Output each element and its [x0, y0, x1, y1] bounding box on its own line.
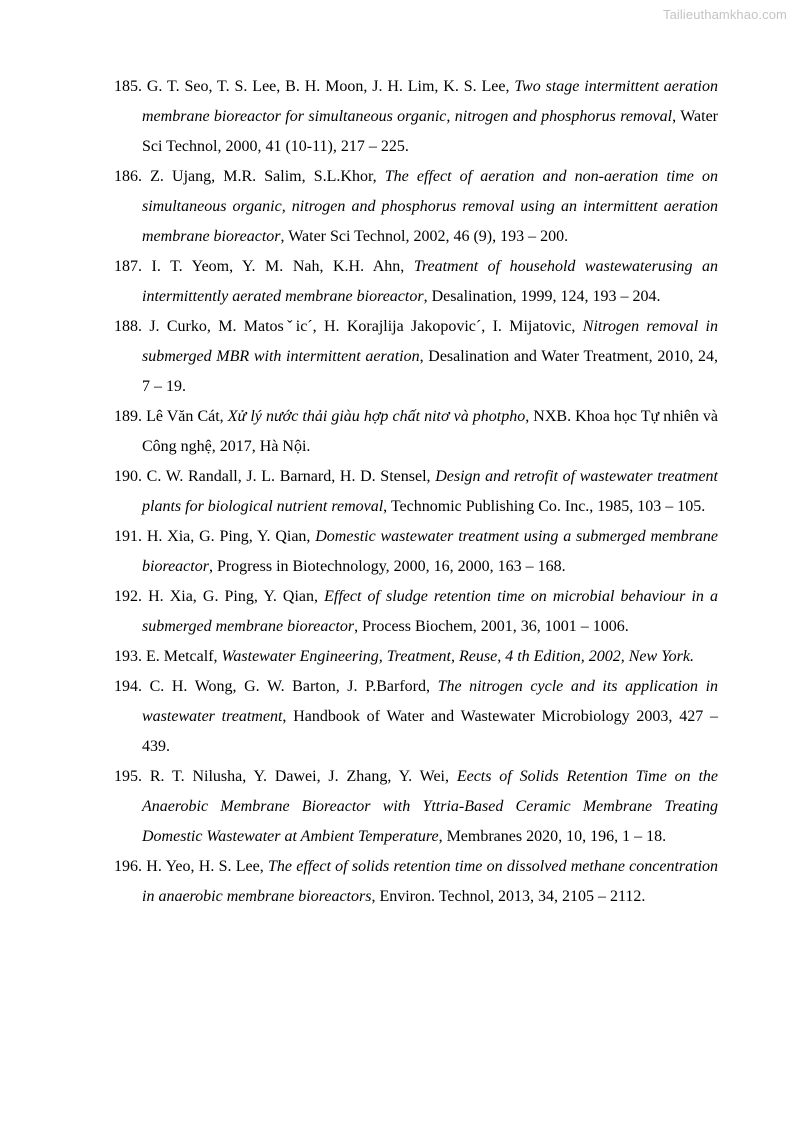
reference-item	[114, 312, 718, 402]
reference-item	[114, 852, 718, 912]
reference-number: 191.	[114, 528, 142, 545]
reference-source: , Environ. Technol, 2013, 34, 2105 – 2112.	[371, 888, 646, 905]
reference-authors: C. W. Randall, J. L. Barnard, H. D. Stensel,	[146, 468, 431, 485]
reference-item	[114, 462, 718, 522]
reference-source: , Technomic Publishing Co. Inc., 1985, 103 – 105.	[383, 498, 706, 515]
reference-authors: Lê Văn Cát,	[146, 408, 224, 425]
reference-source: , Desalination, 1999, 124, 193 – 204.	[423, 288, 661, 305]
reference-source: , Desalination and Water Treatment, 2010, 24, 7 – 19.	[142, 348, 718, 395]
watermark-text: Tailieuthamkhao.com	[662, 7, 787, 22]
reference-number: 194.	[114, 678, 142, 695]
reference-source: , Water Sci Technol, 2002, 46 (9), 193 – 200.	[280, 228, 569, 245]
reference-authors: H. Xia, G. Ping, Y. Qian,	[146, 528, 311, 545]
reference-source: , Water Sci Technol, 2000, 41 (10-11), 217 – 225.	[142, 108, 718, 155]
reference-authors: C. H. Wong, G. W. Barton, J. P.Barford,	[149, 678, 430, 695]
reference-source: , Handbook of Water and Wastewater Microbiology 2003, 427 – 439.	[142, 708, 718, 755]
reference-title: Wastewater Engineering, Treatment, Reuse	[221, 648, 498, 665]
reference-item	[114, 162, 718, 252]
reference-source: , Membranes 2020, 10, 196, 1 – 18.	[438, 828, 667, 845]
reference-number: 188.	[114, 318, 142, 335]
reference-title: Design and retrofit of wastewater treatment plants for biological nutrient removal	[142, 468, 718, 515]
reference-source: , Process Biochem, 2001, 36, 1001 – 1006.	[354, 618, 629, 635]
reference-authors: E. Metcalf,	[146, 648, 218, 665]
reference-item	[114, 522, 718, 582]
reference-title: Nitrogen removal in submerged MBR with intermittent aeration	[142, 318, 718, 365]
reference-title: Xử lý nước thải giàu hợp chất nitơ và photpho	[227, 408, 526, 425]
reference-item	[114, 672, 718, 762]
reference-authors: H. Yeo, H. S. Lee,	[146, 858, 264, 875]
reference-number: 189.	[114, 408, 142, 425]
reference-authors: I. T. Yeom, Y. M. Nah, K.H. Ahn,	[151, 258, 405, 275]
reference-authors: G. T. Seo, T. S. Lee, B. H. Moon, J. H. Lim, K. S. Lee,	[146, 78, 510, 95]
reference-title: Domestic wastewater treatment using a submerged membrane bioreactor	[142, 528, 718, 575]
reference-authors: Z. Ujang, M.R. Salim, S.L.Khor,	[150, 168, 385, 185]
reference-source: , 4 th Edition, 2002, New York.	[497, 648, 694, 665]
reference-title: The effect of aeration and non-aeration time on simultaneous organic, nitrogen and phosphorus removal using an intermittent aeration membrane bioreactor	[142, 168, 718, 245]
reference-item	[114, 252, 718, 312]
reference-authors: H. Xia, G. Ping, Y. Qian,	[148, 588, 319, 605]
reference-number: 195.	[114, 768, 142, 785]
reference-number: 190.	[114, 468, 142, 485]
reference-number: 196.	[114, 858, 142, 875]
reference-item	[114, 642, 718, 672]
reference-title: The effect of solids retention time on dissolved methane concentration in anaerobic membrane bioreactors	[142, 858, 719, 905]
reference-number: 193.	[114, 648, 142, 665]
reference-item	[114, 762, 718, 852]
reference-list	[114, 72, 718, 912]
reference-authors: R. T. Nilusha, Y. Dawei, J. Zhang, Y. Wei,	[149, 768, 449, 785]
reference-number: 186.	[114, 168, 142, 185]
reference-source: , NXB. Khoa học Tự nhiên và Công nghệ, 2017, Hà Nội.	[142, 408, 719, 455]
reference-title: Two stage intermittent aeration membrane bioreactor for simultaneous organic, nitrogen and phosphorus removal	[142, 78, 718, 125]
reference-authors: J. Curko, M. Matosˇic´, H. Korajlija Jakopovic´, I. Mijatovic,	[149, 318, 576, 335]
reference-number: 192.	[114, 588, 142, 605]
reference-title: Treatment of household wastewaterusing an intermittently aerated membrane bioreactor	[142, 258, 719, 305]
reference-item	[114, 72, 718, 162]
reference-number: 185.	[114, 78, 142, 95]
reference-item	[114, 402, 718, 462]
reference-number: 187.	[114, 258, 142, 275]
reference-title: Effect of sludge retention time on microbial behaviour in a submerged membrane bioreactor	[142, 588, 718, 635]
reference-title: The nitrogen cycle and its application in wastewater treatment	[142, 678, 719, 725]
reference-title: Eects of Solids Retention Time on the Anaerobic Membrane Bioreactor with Yttria-Based Ceramic Membrane Treating Domestic Wastewater at Ambient Temperature	[142, 768, 719, 845]
reference-item	[114, 582, 718, 642]
reference-source: , Progress in Biotechnology, 2000, 16, 2000, 163 – 168.	[208, 558, 566, 575]
